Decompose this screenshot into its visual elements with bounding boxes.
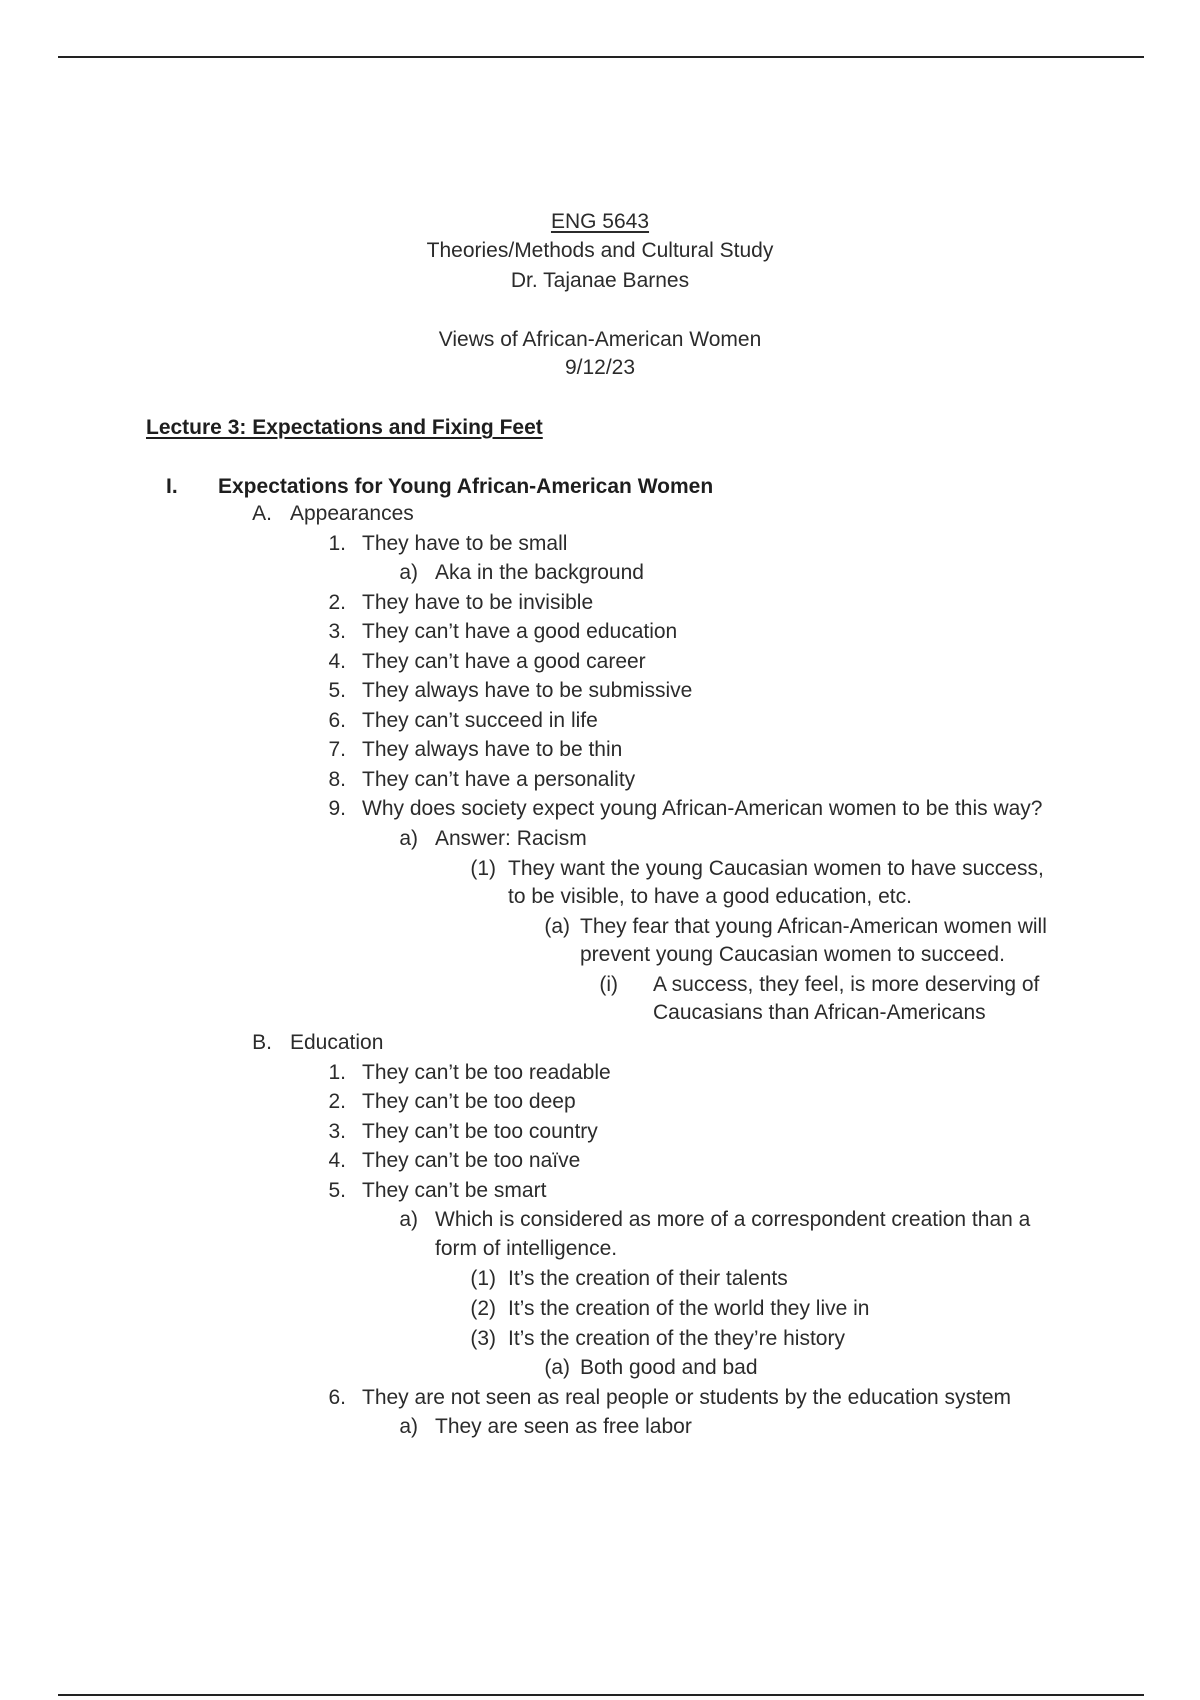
- outline-marker: 2.: [328, 1090, 346, 1113]
- outline-marker: 1.: [328, 532, 346, 555]
- outline-text: They can’t be too deep: [362, 1090, 576, 1113]
- outline-text: It’s the creation of the world they live in: [508, 1297, 870, 1320]
- outline-marker: a): [399, 1415, 418, 1438]
- outline-text: Aka in the background: [435, 561, 644, 584]
- outline-marker: a): [399, 561, 418, 584]
- bottom-rule: [58, 1694, 1144, 1696]
- outline-text: Education: [290, 1031, 384, 1054]
- outline-text: prevent young Caucasian women to succeed.: [580, 943, 1005, 966]
- outline-marker: 3.: [328, 620, 346, 643]
- outline-marker: (1): [470, 1267, 496, 1290]
- outline-text: Which is considered as more of a correspondent creation than a: [435, 1208, 1031, 1231]
- outline-marker: (3): [470, 1327, 496, 1350]
- outline-text: They can’t succeed in life: [362, 709, 598, 732]
- lecture-topic: Views of African-American Women: [438, 328, 762, 351]
- top-rule: [58, 56, 1144, 58]
- outline-text: They want the young Caucasian women to have success,: [508, 857, 1044, 880]
- outline-text: Why does society expect young African-American women to be this way?: [362, 797, 1043, 820]
- outline-marker: 6.: [328, 1386, 346, 1409]
- lecture-title: Lecture 3: Expectations and Fixing Feet: [146, 416, 543, 439]
- outline-text: They can’t have a good career: [362, 650, 646, 673]
- outline-text: Caucasians than African-Americans: [653, 1001, 986, 1024]
- outline-text: They can’t be too readable: [362, 1061, 611, 1084]
- outline-marker: 9.: [328, 797, 346, 820]
- outline-marker: a): [399, 827, 418, 850]
- outline-text: form of intelligence.: [435, 1237, 618, 1260]
- outline-text: They always have to be submissive: [362, 679, 693, 702]
- outline-text: to be visible, to have a good education, etc.: [508, 885, 912, 908]
- outline-marker: 8.: [328, 768, 346, 791]
- outline-marker: (1): [470, 857, 496, 880]
- outline-marker: 3.: [328, 1120, 346, 1143]
- outline-text: They have to be invisible: [362, 591, 594, 614]
- outline-marker: (i): [599, 973, 618, 996]
- outline-marker: 4.: [328, 650, 346, 673]
- outline-text: They can’t be too naïve: [362, 1149, 581, 1172]
- outline-marker: A.: [252, 502, 272, 525]
- outline-text: Answer: Racism: [435, 827, 587, 850]
- outline-text: They are not seen as real people or students by the education system: [362, 1386, 1012, 1409]
- outline-text: They have to be small: [362, 532, 568, 555]
- lecture-date: 9/12/23: [564, 356, 636, 379]
- outline-marker: a): [399, 1208, 418, 1231]
- outline-marker: (a): [544, 915, 570, 938]
- course-title: Theories/Methods and Cultural Study: [426, 239, 774, 262]
- section-title: Expectations for Young African-American Women: [218, 475, 714, 498]
- course-code: ENG 5643: [550, 210, 650, 233]
- outline-text: They can’t be smart: [362, 1179, 547, 1202]
- outline-marker: 6.: [328, 709, 346, 732]
- outline-text: They can’t have a personality: [362, 768, 636, 791]
- outline-marker: 5.: [328, 679, 346, 702]
- outline-text: It’s the creation of the they’re history: [508, 1327, 845, 1350]
- outline-text: They fear that young African-American women will: [580, 915, 1047, 938]
- instructor-name: Dr. Tajanae Barnes: [510, 269, 690, 292]
- outline-text: They always have to be thin: [362, 738, 623, 761]
- outline-marker: (2): [470, 1297, 496, 1320]
- outline-text: Appearances: [290, 502, 414, 525]
- outline-marker: 4.: [328, 1149, 346, 1172]
- outline-text: A success, they feel, is more deserving of: [653, 973, 1040, 996]
- section-marker: I.: [166, 475, 178, 498]
- outline-text: They can’t be too country: [362, 1120, 598, 1143]
- outline-marker: 7.: [328, 738, 346, 761]
- outline-text: They can’t have a good education: [362, 620, 678, 643]
- outline-text: It’s the creation of their talents: [508, 1267, 788, 1290]
- outline-text: They are seen as free labor: [435, 1415, 692, 1438]
- outline-marker: 5.: [328, 1179, 346, 1202]
- outline-marker: 2.: [328, 591, 346, 614]
- outline-marker: B.: [252, 1031, 272, 1054]
- outline-marker: 1.: [328, 1061, 346, 1084]
- outline-marker: (a): [544, 1356, 570, 1379]
- outline-text: Both good and bad: [580, 1356, 758, 1379]
